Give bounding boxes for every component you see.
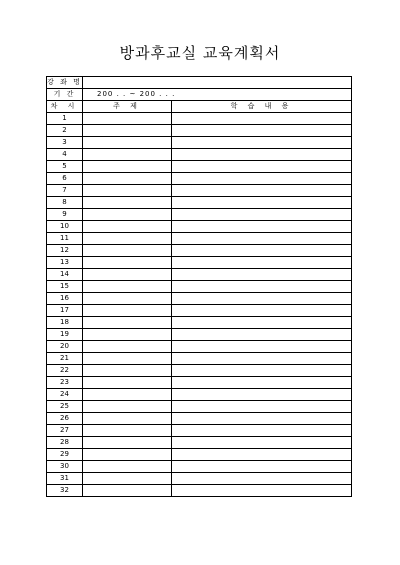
content-cell[interactable] — [172, 425, 352, 437]
session-number: 2 — [47, 125, 83, 137]
table-row — [47, 377, 352, 389]
topic-cell[interactable] — [83, 329, 172, 341]
period-label: 기 간 — [47, 89, 83, 101]
topic-cell[interactable] — [83, 365, 172, 377]
topic-cell[interactable] — [83, 221, 172, 233]
session-number: 31 — [47, 473, 83, 485]
content-cell[interactable] — [172, 125, 352, 137]
topic-cell[interactable] — [83, 449, 172, 461]
table-row — [47, 389, 352, 401]
session-number: 8 — [47, 197, 83, 209]
session-number: 10 — [47, 221, 83, 233]
table-row — [47, 353, 352, 365]
content-cell[interactable] — [172, 173, 352, 185]
session-number: 7 — [47, 185, 83, 197]
table-row — [47, 473, 352, 485]
session-number: 14 — [47, 269, 83, 281]
content-cell[interactable] — [172, 377, 352, 389]
page-title: 방과후교실 교육계획서 — [119, 44, 281, 62]
period-field[interactable]: 200 . . ~ 200 . . . — [83, 89, 352, 101]
content-cell[interactable] — [172, 389, 352, 401]
table-row — [47, 269, 352, 281]
topic-cell[interactable] — [83, 377, 172, 389]
content-cell[interactable] — [172, 113, 352, 125]
table-row — [47, 413, 352, 425]
topic-cell[interactable] — [83, 425, 172, 437]
topic-cell[interactable] — [83, 125, 172, 137]
topic-cell[interactable] — [83, 209, 172, 221]
session-number: 27 — [47, 425, 83, 437]
session-number: 26 — [47, 413, 83, 425]
table-row — [47, 461, 352, 473]
table-row — [47, 137, 352, 149]
topic-cell[interactable] — [83, 461, 172, 473]
content-cell[interactable] — [172, 449, 352, 461]
content-cell[interactable] — [172, 461, 352, 473]
session-number: 25 — [47, 401, 83, 413]
table-row — [47, 173, 352, 185]
table-row — [47, 281, 352, 293]
content-cell[interactable] — [172, 233, 352, 245]
topic-cell[interactable] — [83, 473, 172, 485]
topic-cell[interactable] — [83, 401, 172, 413]
session-number: 28 — [47, 437, 83, 449]
content-cell[interactable] — [172, 437, 352, 449]
topic-cell[interactable] — [83, 305, 172, 317]
session-number: 23 — [47, 377, 83, 389]
table-row — [47, 317, 352, 329]
session-number: 11 — [47, 233, 83, 245]
content-cell[interactable] — [172, 401, 352, 413]
table-row — [47, 365, 352, 377]
session-number: 29 — [47, 449, 83, 461]
course-name-label: 강 좌 명 — [47, 77, 83, 89]
topic-cell[interactable] — [83, 341, 172, 353]
topic-cell[interactable] — [83, 269, 172, 281]
session-number: 17 — [47, 305, 83, 317]
content-cell[interactable] — [172, 149, 352, 161]
session-number: 16 — [47, 293, 83, 305]
period-row — [47, 89, 352, 101]
table-row — [47, 257, 352, 269]
topic-cell[interactable] — [83, 233, 172, 245]
content-cell[interactable] — [172, 269, 352, 281]
topic-cell[interactable] — [83, 281, 172, 293]
session-number: 24 — [47, 389, 83, 401]
session-number: 21 — [47, 353, 83, 365]
table-row — [47, 305, 352, 317]
session-number: 22 — [47, 365, 83, 377]
content-cell[interactable] — [172, 245, 352, 257]
session-number: 4 — [47, 149, 83, 161]
table-row — [47, 113, 352, 125]
table-row — [47, 185, 352, 197]
content-cell[interactable] — [172, 305, 352, 317]
topic-cell[interactable] — [83, 185, 172, 197]
session-number: 6 — [47, 173, 83, 185]
topic-cell[interactable] — [83, 113, 172, 125]
session-number: 3 — [47, 137, 83, 149]
content-cell[interactable] — [172, 341, 352, 353]
session-number: 13 — [47, 257, 83, 269]
table-row — [47, 161, 352, 173]
content-cell[interactable] — [172, 353, 352, 365]
session-number: 9 — [47, 209, 83, 221]
content-cell[interactable] — [172, 473, 352, 485]
table-row — [47, 293, 352, 305]
table-row — [47, 125, 352, 137]
table-row — [47, 437, 352, 449]
content-cell[interactable] — [172, 137, 352, 149]
content-cell[interactable] — [172, 221, 352, 233]
topic-cell[interactable] — [83, 137, 172, 149]
table-row — [47, 149, 352, 161]
topic-header: 주 제 — [83, 101, 172, 113]
content-cell[interactable] — [172, 317, 352, 329]
session-number: 1 — [47, 113, 83, 125]
topic-cell[interactable] — [83, 149, 172, 161]
table-row — [47, 197, 352, 209]
table-row — [47, 221, 352, 233]
session-number: 5 — [47, 161, 83, 173]
topic-cell[interactable] — [83, 317, 172, 329]
column-header-row — [47, 101, 352, 113]
table-row — [47, 485, 352, 497]
table-row — [47, 245, 352, 257]
table-row — [47, 449, 352, 461]
content-cell[interactable] — [172, 281, 352, 293]
content-cell[interactable] — [172, 293, 352, 305]
session-header: 차 시 — [47, 101, 83, 113]
table-row — [47, 329, 352, 341]
table-row — [47, 401, 352, 413]
session-number: 12 — [47, 245, 83, 257]
table-row — [47, 425, 352, 437]
session-number: 30 — [47, 461, 83, 473]
content-cell[interactable] — [172, 257, 352, 269]
content-cell[interactable] — [172, 365, 352, 377]
content-header: 학 습 내 용 — [172, 101, 352, 113]
topic-cell[interactable] — [83, 257, 172, 269]
content-cell[interactable] — [172, 209, 352, 221]
content-cell[interactable] — [172, 413, 352, 425]
course-name-field[interactable] — [83, 77, 352, 89]
topic-cell[interactable] — [83, 197, 172, 209]
lesson-plan-table — [46, 76, 352, 497]
topic-cell[interactable] — [83, 293, 172, 305]
content-cell[interactable] — [172, 161, 352, 173]
topic-cell[interactable] — [83, 389, 172, 401]
session-number: 15 — [47, 281, 83, 293]
table-row — [47, 233, 352, 245]
content-cell[interactable] — [172, 197, 352, 209]
topic-cell[interactable] — [83, 245, 172, 257]
content-cell[interactable] — [172, 485, 352, 497]
topic-cell[interactable] — [83, 161, 172, 173]
table-row — [47, 209, 352, 221]
topic-cell[interactable] — [83, 173, 172, 185]
content-cell[interactable] — [172, 329, 352, 341]
topic-cell[interactable] — [83, 437, 172, 449]
session-number: 18 — [47, 317, 83, 329]
topic-cell[interactable] — [83, 413, 172, 425]
session-number: 32 — [47, 485, 83, 497]
session-number: 19 — [47, 329, 83, 341]
content-cell[interactable] — [172, 185, 352, 197]
table-row — [47, 341, 352, 353]
session-number: 20 — [47, 341, 83, 353]
topic-cell[interactable] — [83, 485, 172, 497]
topic-cell[interactable] — [83, 353, 172, 365]
course-name-row — [47, 77, 352, 89]
